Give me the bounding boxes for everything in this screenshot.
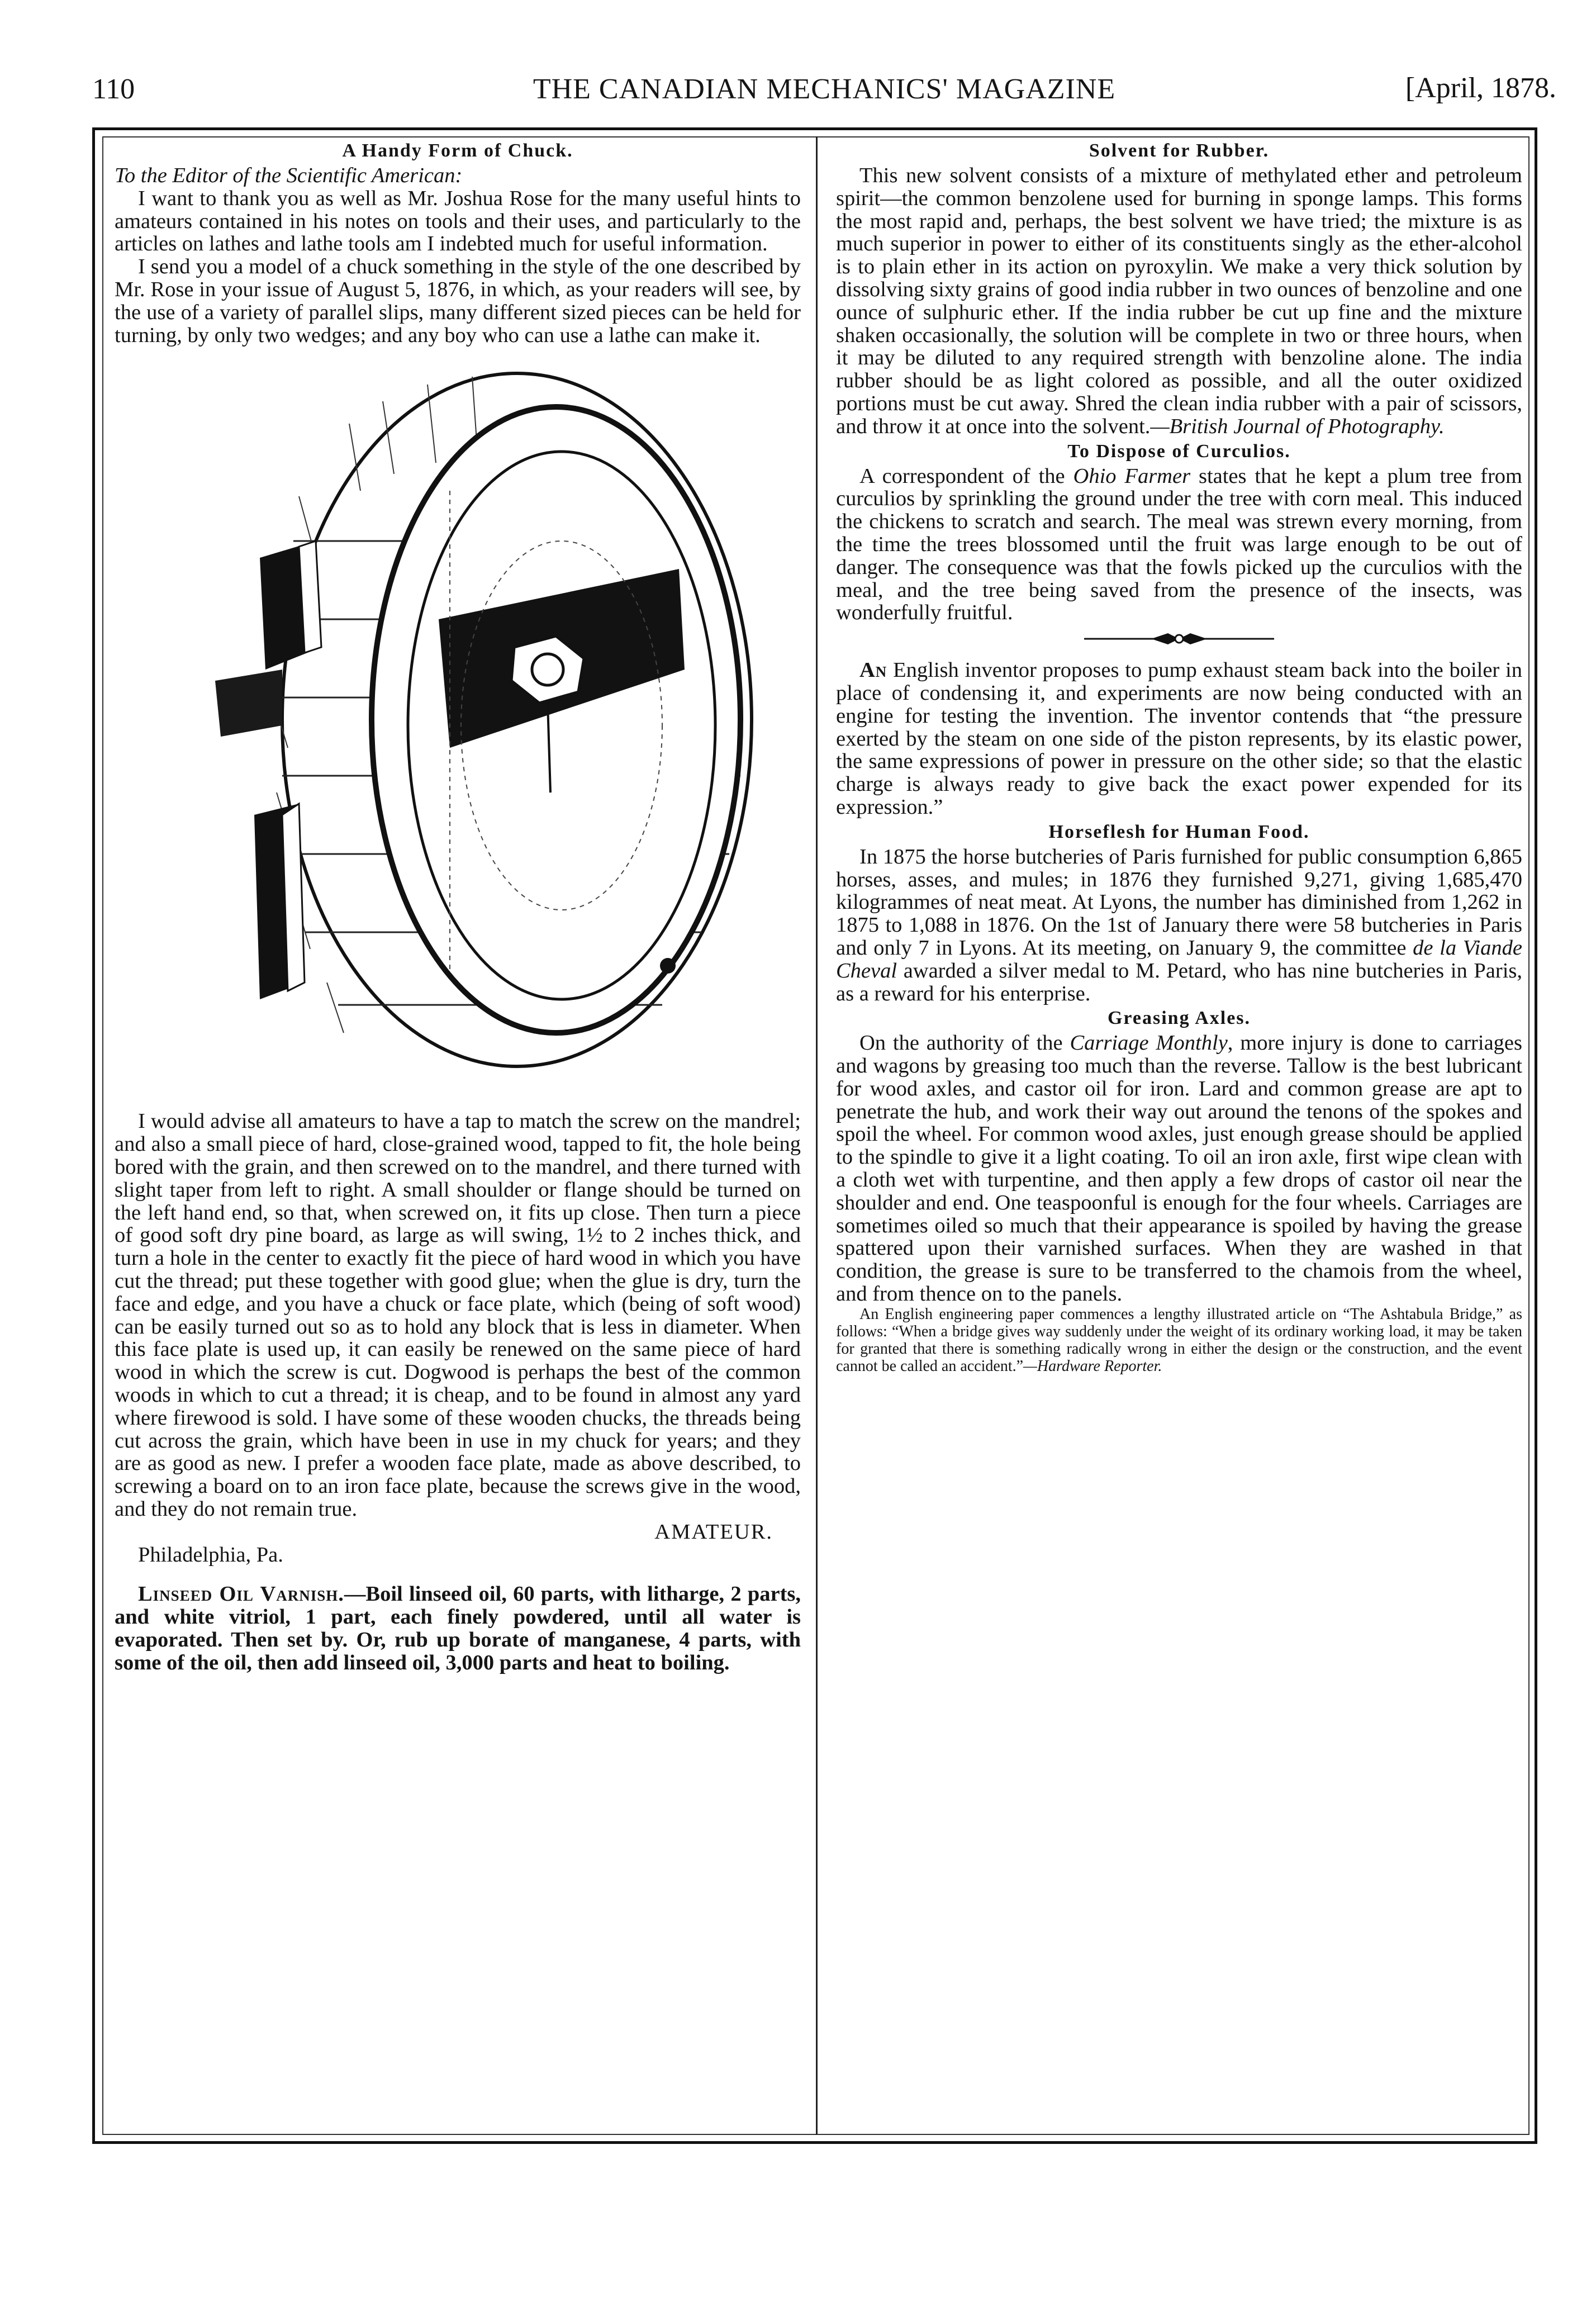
- chuck-salutation: To the Editor of the Scientific American:: [115, 164, 463, 187]
- left-column: [115, 137, 801, 1674]
- steam-text: English inventor proposes to pump exhaust steam back into the boiler in place of condensing it, and experiments are now being conducted with an engine for testing the invention. The inventor contends that “the pressure exerted by the steam on one side of the piston represents, by its elastic power, the same expressions of power in pressure on the other side; so that the elastic charge is always ready to give back the exact power expended for its expression.”: [836, 658, 1522, 819]
- axles-text-before: On the authority of the: [859, 1031, 1070, 1055]
- horseflesh-text-before: In 1875 the horse butcheries of Paris furnished for public consumption 6,865 horses, asses, and mules; in 1876 they furnished 9,271, giving 1,685,470 kilogrammes of neat meat. At Lyons, the number has diminished from 1,262 in 1875 to 1,088 in 1876. On the 1st of January there were 58 butcheries in Paris and only 7 in Lyons. At its meeting, on January 9, the committee: [836, 844, 1522, 960]
- axles-paragraph: [836, 1032, 1522, 1306]
- curculios-text-before: A correspondent of the: [859, 464, 1074, 488]
- horseflesh-committee: de la Viande Cheval: [836, 936, 1523, 983]
- axles-publication: Carriage Monthly: [1070, 1031, 1228, 1055]
- curculios-text-after: states that he kept a plum tree from curculios by sprinkling the ground under the tree with corn meal. This induced the chickens to scratch and search. The meal was strewn every morning, from the time the trees blossomed until the fruit was large enough to be out of danger. The consequence was that the fowls picked up the curculios with the meal, and the tree being saved from the presence of the insects, was wonderfully fruitful.: [836, 464, 1523, 625]
- chuck-paragraph-1: I want to thank you as well as Mr. Joshua Rose for the many useful hints to amateurs contained in his notes on tools and their uses, and particularly to the articles on lathes and lathe tools am I indebted much for useful information.: [115, 186, 801, 256]
- chuck-engraving: [115, 357, 801, 1094]
- magazine-title: THE CANADIAN MECHANICS' MAGAZINE: [533, 73, 1116, 105]
- spacer: [115, 1566, 801, 1583]
- issue-date: [April, 1878.: [1405, 72, 1556, 104]
- linseed-paragraph: [115, 1583, 801, 1674]
- steam-lead: An: [859, 658, 887, 682]
- bridge-note: [836, 1306, 1522, 1375]
- chuck-paragraph-3: I would advise all amateurs to have a tap to match the screw on the mandrel; and also a small piece of hard, close-grained wood, tapped to fit, the hole being bored with the grain, and then screwed on to the mandrel, and there turned with slight taper from left to right. A small shoulder or flange should be turned on the left hand end, so that, when screwed on, it fits up close. Then turn a piece of good soft dry pine board, as large as will swing, 1½ to 2 inches thick, and turn a hole in the center to exactly fit the piece of hard wood in which you have cut the thread; put these together with good glue; when the glue is dry, turn the face and edge, and you have a chuck or face plate, which (being of soft wood) can be easily turned out so as to hold any block that is less in diameter. When this face plate is used up, it can easily be renewed on the same piece of hard wood in which the screw is cut. Dogwood is perhaps the best of the common woods in which to cut a thread; it is cheap, and to be found in almost any yard where firewood is sold. I have some of these wooden chucks, the threads being cut across the grain, which have been in use in my chuck for years; and they are as good as new. I prefer a wooden face plate, made as above described, to screwing a board on to an iron face plate, because the screws give in the wood, and they do not remain true.: [115, 1109, 801, 1521]
- bridge-note-text: An English engineering paper commences a lengthy illustrated article on “The Ashtabula Bridge,” as follows: “When a bridge gives way suddenly under the weight of its ordinary working load, it may be taken for granted that there is something radically wrong in either the design or the construction, and the event cannot be called an accident.”: [836, 1305, 1522, 1375]
- running-head: [92, 67, 1556, 117]
- section-ornament: [836, 628, 1522, 653]
- horseflesh-text-after: awarded a silver medal to M. Petard, who has nine butcheries in Paris, as a reward for his enterprise.: [836, 959, 1522, 1005]
- rubber-source: —British Journal of Photography.: [1150, 414, 1445, 438]
- rubber-text: This new solvent consists of a mixture of methylated ether and petroleum spirit—the common benzolene used for burning in sponge lamps. This forms the most rapid and, perhaps, the best solvent we have tried; the mixture is as much superior in power to either of its constituents singly as the ether-alcohol is to plain ether in its action on pyroxylin. We make a very thick solution by dissolving sixty grains of good india rubber in two ounces of benzoline and one ounce of sulphuric ether. If the india rubber be cut up fine and the mixture shaken occasionally, the solution will be complete in two or three hours, when it may be diluted to any required strength with benzoline alone. The india rubber should be as light colored as possible, and all the outer oxidized portions must be cut away. Shred the clean india rubber with a pair of scissors, and throw it at once into the solvent.: [836, 164, 1522, 438]
- chuck-place: Philadelphia, Pa.: [138, 1543, 283, 1567]
- curculios-article-title: To Dispose of Curculios.: [1067, 440, 1291, 462]
- column-rule: [816, 136, 818, 2135]
- rubber-paragraph: [836, 164, 1522, 438]
- chuck-signature: AMATEUR.: [654, 1520, 773, 1544]
- curculios-publication: Ohio Farmer: [1073, 464, 1191, 488]
- axles-article-title: Greasing Axles.: [1107, 1008, 1251, 1029]
- bridge-note-source: —Hardware Reporter.: [1023, 1357, 1162, 1375]
- page-number: 110: [92, 73, 135, 105]
- horseflesh-article-title: Horseflesh for Human Food.: [1048, 821, 1310, 842]
- chuck-paragraph-2: I send you a model of a chuck something in the style of the one described by Mr. Rose in your issue of August 5, 1876, in which, as your readers will see, by the use of a variety of parallel slips, many different sized pieces can be held for turning, by only two wedges; and any boy who can use a lathe can make it.: [115, 255, 801, 347]
- horseflesh-paragraph: [836, 846, 1522, 1005]
- linseed-lead: Linseed Oil Varnish.: [138, 1582, 344, 1606]
- rubber-article-title: Solvent for Rubber.: [1089, 140, 1270, 161]
- ornament-divider: [1084, 628, 1274, 650]
- axles-text-after: , more injury is done to carriages and wagons by greasing too much than the reverse. Tallow is the best lubricant for wood axles, and castor oil for iron. Lard and common grease are apt to penetrate the hub, and work their way out around the tenons of the spokes and spoil the wheel. For common wood axles, just enough grease should be applied to the spindle to give it a light coating. To oil an iron axle, first wipe clean with a cloth wet with turpentine, and then apply a few drops of castor oil near the shoulder and end. One teaspoonful is enough for the four wheels. Carriages are sometimes oiled so much that their appearance is spoiled by having the grease spattered upon their varnished surfaces. When they are washed in that condition, the grease is sure to be transferred to the chamois from the wheel, and from thence on to the panels.: [836, 1031, 1522, 1306]
- linseed-text: —Boil linseed oil, 60 parts, with litharge, 2 parts, and white vitriol, 1 part, each finely powdered, until all water is evaporated. Then set by. Or, rub up borate of manganese, 4 parts, with some of the oil, then add linseed oil, 3,000 parts and heat to boiling.: [115, 1582, 801, 1674]
- steam-paragraph: [836, 659, 1522, 819]
- chuck-illustration: [115, 357, 801, 1094]
- chuck-article-title: A Handy Form of Chuck.: [342, 140, 573, 161]
- curculios-paragraph: [836, 465, 1522, 625]
- right-column: [836, 137, 1522, 1375]
